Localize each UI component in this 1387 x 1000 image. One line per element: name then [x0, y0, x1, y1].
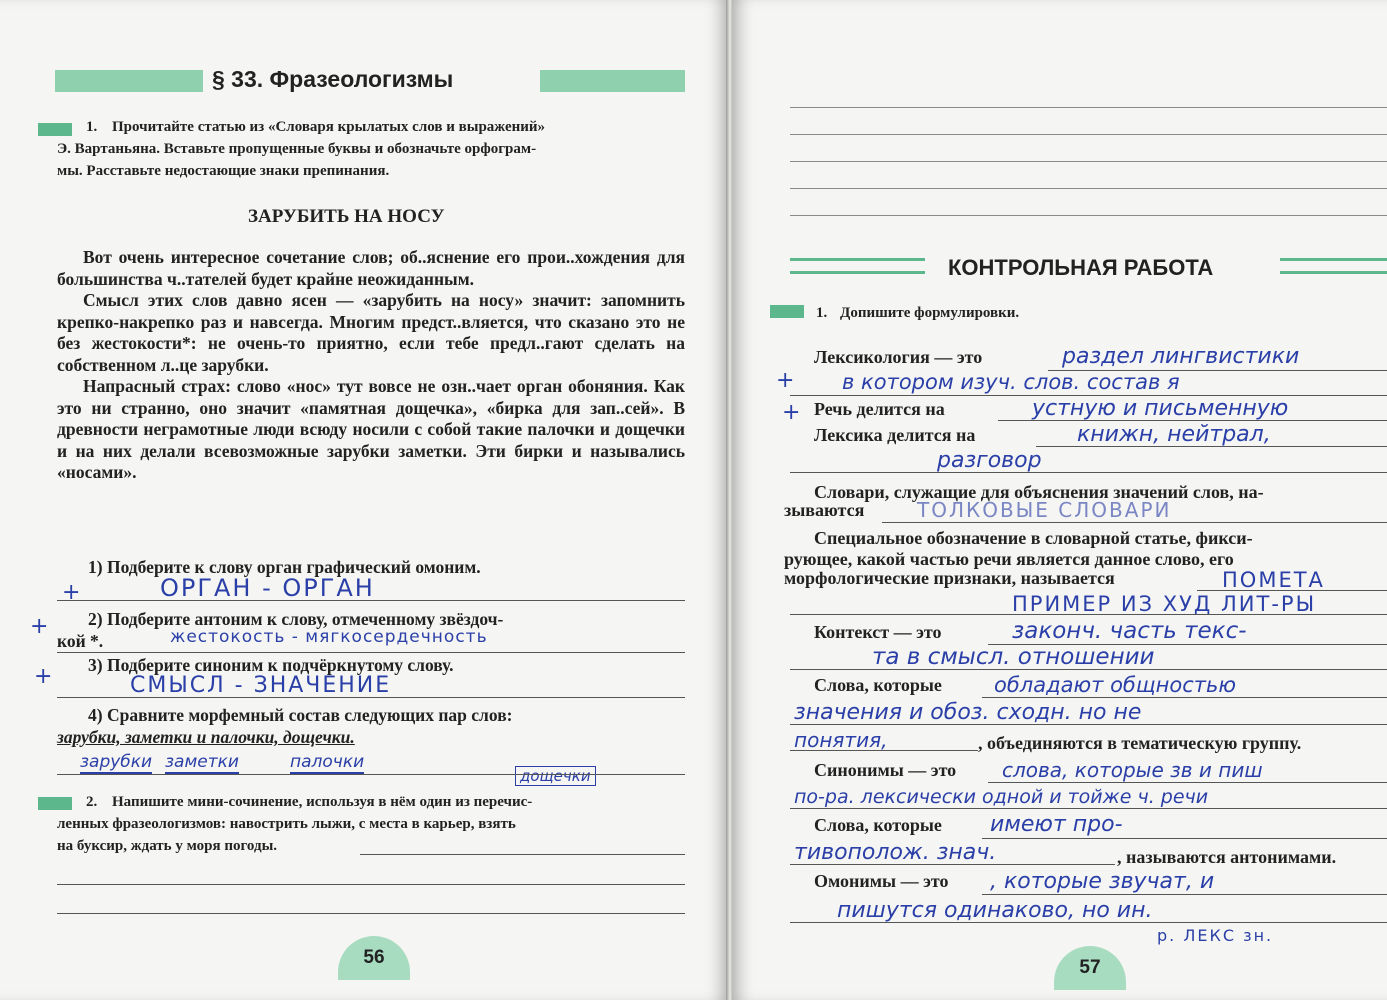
title-band-left	[55, 70, 203, 92]
right-page	[732, 0, 1387, 1000]
task-1-number: 1.	[86, 119, 98, 135]
article-body	[57, 247, 685, 484]
label-lexicology: Лексикология — это	[814, 347, 983, 367]
answer-speech: устную и письменную	[1032, 396, 1289, 421]
line-synonyms-2	[790, 808, 1387, 809]
answer-4-zametki: заметки	[165, 752, 239, 772]
label-label-1: Специальное обозначение в словарной статье, фикси-	[814, 528, 1253, 548]
paragraph-1: Вот очень интересное сочетание слов; об..яснение его прои..хождения для большинства ч..тателей будет крайне неожиданным.	[57, 247, 685, 289]
line-speech	[998, 420, 1387, 421]
label-label-2: рующее, какой частью речи является данное слово, его	[784, 549, 1234, 569]
answer-thematic-2: значения и обоз. сходн. но не	[794, 700, 1142, 725]
answer-vocabulary-1: книжн, нейтрал,	[1077, 422, 1271, 447]
line-vocabulary-1	[1036, 446, 1387, 447]
check-mark-1: +	[62, 580, 81, 605]
line-antonyms-1	[982, 838, 1387, 839]
line-antonyms-2	[790, 864, 1115, 865]
test-task-text: Допишите формулировки.	[840, 305, 1020, 321]
line-example	[790, 614, 1387, 615]
carryover-line-5	[790, 215, 1387, 216]
carryover-line-4	[790, 188, 1387, 189]
answer-4-doshchechki: дощечки	[515, 766, 596, 786]
label-label-3: морфологические признаки, называется	[784, 568, 1115, 588]
title-band-right	[540, 70, 685, 92]
label-dictionaries-1: Словари, служащие для объяснения значений слов, на-	[814, 482, 1264, 502]
answer-lexicology-2: в котором изуч. слов. состав я	[842, 370, 1180, 394]
label-vocabulary: Лексика делится на	[814, 425, 976, 445]
line-thematic-2	[790, 724, 1387, 725]
label-context: Контекст — это	[814, 622, 942, 642]
task-2-line-1: Напишите мини-сочинение, используя в нём один из перечис-	[112, 794, 533, 810]
answer-line-2	[57, 652, 685, 653]
test-task-marker	[770, 305, 804, 318]
check-mark-3: +	[34, 664, 53, 689]
answer-lexicology-1: раздел лингвистики	[1062, 344, 1300, 369]
answer-vocabulary-2: разговор	[937, 448, 1042, 473]
label-homonyms: Омонимы — это	[814, 871, 949, 891]
label-speech: Речь делится на	[814, 399, 945, 419]
answer-antonyms-1: имеют про-	[990, 812, 1123, 837]
label-synonyms: Синонимы — это	[814, 760, 957, 780]
line-vocabulary-2	[790, 472, 1387, 473]
answer-4-palochki: палочки	[290, 752, 365, 772]
task-1-line-3: мы. Расставьте недостающие знаки препинания.	[57, 163, 390, 179]
question-2b: кой *.	[57, 631, 104, 651]
question-4: 4) Сравните морфемный состав следующих пар слов:	[88, 705, 513, 725]
line-homonyms-1	[982, 894, 1387, 895]
label-antonyms: Слова, которые	[814, 815, 942, 835]
answer-homonyms-3: р. ЛЕКС зн.	[1157, 926, 1274, 945]
page-number-right: 57	[1054, 946, 1126, 990]
essay-line-1	[360, 854, 685, 855]
line-dictionaries	[882, 522, 1387, 523]
title-stripes-right	[1280, 258, 1387, 274]
line-synonyms-1	[988, 782, 1387, 783]
question-3: 3) Подберите синоним к подчёркнутому слову.	[88, 655, 454, 675]
answer-line-1	[57, 600, 685, 601]
page-number-left: 56	[338, 936, 410, 980]
label-thematic: Слова, которые	[814, 675, 942, 695]
task-2-line-2: ленных фразеологизмов: навострить лыжи, с места в карьер, взять	[57, 816, 516, 832]
title-stripes-left	[790, 258, 925, 274]
task-1-line-2: Э. Вартаньяна. Вставьте пропущенные буквы и обозначьте орфограм-	[57, 141, 537, 157]
answer-line-3	[57, 697, 685, 698]
answer-synonyms-1: слова, которые зв и пиш	[1002, 758, 1263, 782]
answer-homonyms-1: , которые звучат, и	[990, 869, 1215, 894]
answer-1: ОРГАН - ОРГАН	[160, 574, 375, 602]
task-2-number: 2.	[86, 794, 98, 810]
label-antonyms-end: , называются антонимами.	[1117, 847, 1337, 867]
answer-antonyms-2: тивополож. знач.	[794, 840, 997, 865]
answer-thematic-3: понятия,	[794, 728, 888, 752]
line-thematic-3	[790, 750, 978, 751]
label-thematic-end: , объединяются в тематическую группу.	[978, 733, 1302, 753]
essay-line-3	[57, 913, 685, 914]
answer-example: ПРИМЕР ИЗ ХУД ЛИТ-РЫ	[1012, 592, 1317, 616]
article-title: ЗАРУБИТЬ НА НОСУ	[248, 206, 445, 227]
carryover-line-1	[790, 107, 1387, 108]
answer-thematic-1: обладают общностью	[994, 673, 1237, 697]
section-title: § 33. Фразеологизмы	[212, 66, 454, 92]
answer-dictionaries: ТОЛКОВЫЕ СЛОВАРИ	[917, 498, 1172, 522]
question-2a: 2) Подберите антоним к слову, отмеченному звёздоч-	[88, 609, 504, 629]
answer-line-4	[57, 774, 685, 775]
line-homonyms-2	[790, 922, 1387, 923]
question-4-words: зарубки, заметки и палочки, дощечки.	[57, 727, 355, 747]
task-1-line-1: Прочитайте статью из «Словаря крылатых слов и выражений»	[112, 119, 546, 135]
question-1: 1) Подберите к слову орган графический омоним.	[88, 557, 481, 577]
carryover-line-3	[790, 161, 1387, 162]
check-mark-2: +	[30, 614, 49, 639]
task-marker-2	[38, 797, 72, 810]
check-mark-lexicology: +	[776, 368, 795, 393]
answer-3: СМЫСЛ - ЗНАЧЕНИЕ	[130, 673, 392, 698]
answer-4-zarubki: зарубки	[80, 752, 153, 772]
essay-line-2	[57, 884, 685, 885]
answer-homonyms-2: пишутся одинаково, но ин.	[837, 898, 1153, 923]
carryover-line-2	[790, 134, 1387, 135]
section-title-test: КОНТРОЛЬНАЯ РАБОТА	[948, 255, 1214, 280]
task-2-line-3: на буксир, ждать у моря погоды.	[57, 838, 278, 854]
line-label	[1197, 590, 1387, 591]
label-dictionaries-2: зываются	[784, 500, 865, 520]
answer-context-1: законч. часть текс-	[1012, 618, 1247, 644]
answer-label: ПОМЕТА	[1222, 568, 1325, 592]
line-thematic-1	[982, 697, 1387, 698]
task-marker-1	[38, 123, 72, 136]
check-mark-speech: +	[782, 400, 801, 425]
line-context-2	[790, 669, 1387, 670]
answer-synonyms-2: по-ра. лексически одной и тойже ч. речи	[794, 786, 1209, 808]
answer-2: жестокость - мягкосердечность	[170, 627, 488, 647]
test-task-number: 1.	[816, 305, 828, 321]
paragraph-2: Смысл этих слов давно ясен — «зарубить на носу» значит: запомнить крепко-накрепко раз и навсегда. Многим предст..вляется, что сказано это не без жестокости*: не очень-то приятно, если тебе предл..гают сделать на собственном л..це зарубки.	[57, 290, 685, 375]
answer-context-2: та в смысл. отношении	[872, 644, 1155, 670]
paragraph-3: Напрасный страх: слово «нос» тут вовсе не озн..чает орган обоняния. Как это ни странно, оно значит «памятная дощечка», «бирка для зап..сей». В древности неграмотные люди всюду носили с собой такие палочки и дощечки и на них делали всевозможные зарубки заметки. Эти бирки и назывались «носами».	[57, 376, 685, 482]
